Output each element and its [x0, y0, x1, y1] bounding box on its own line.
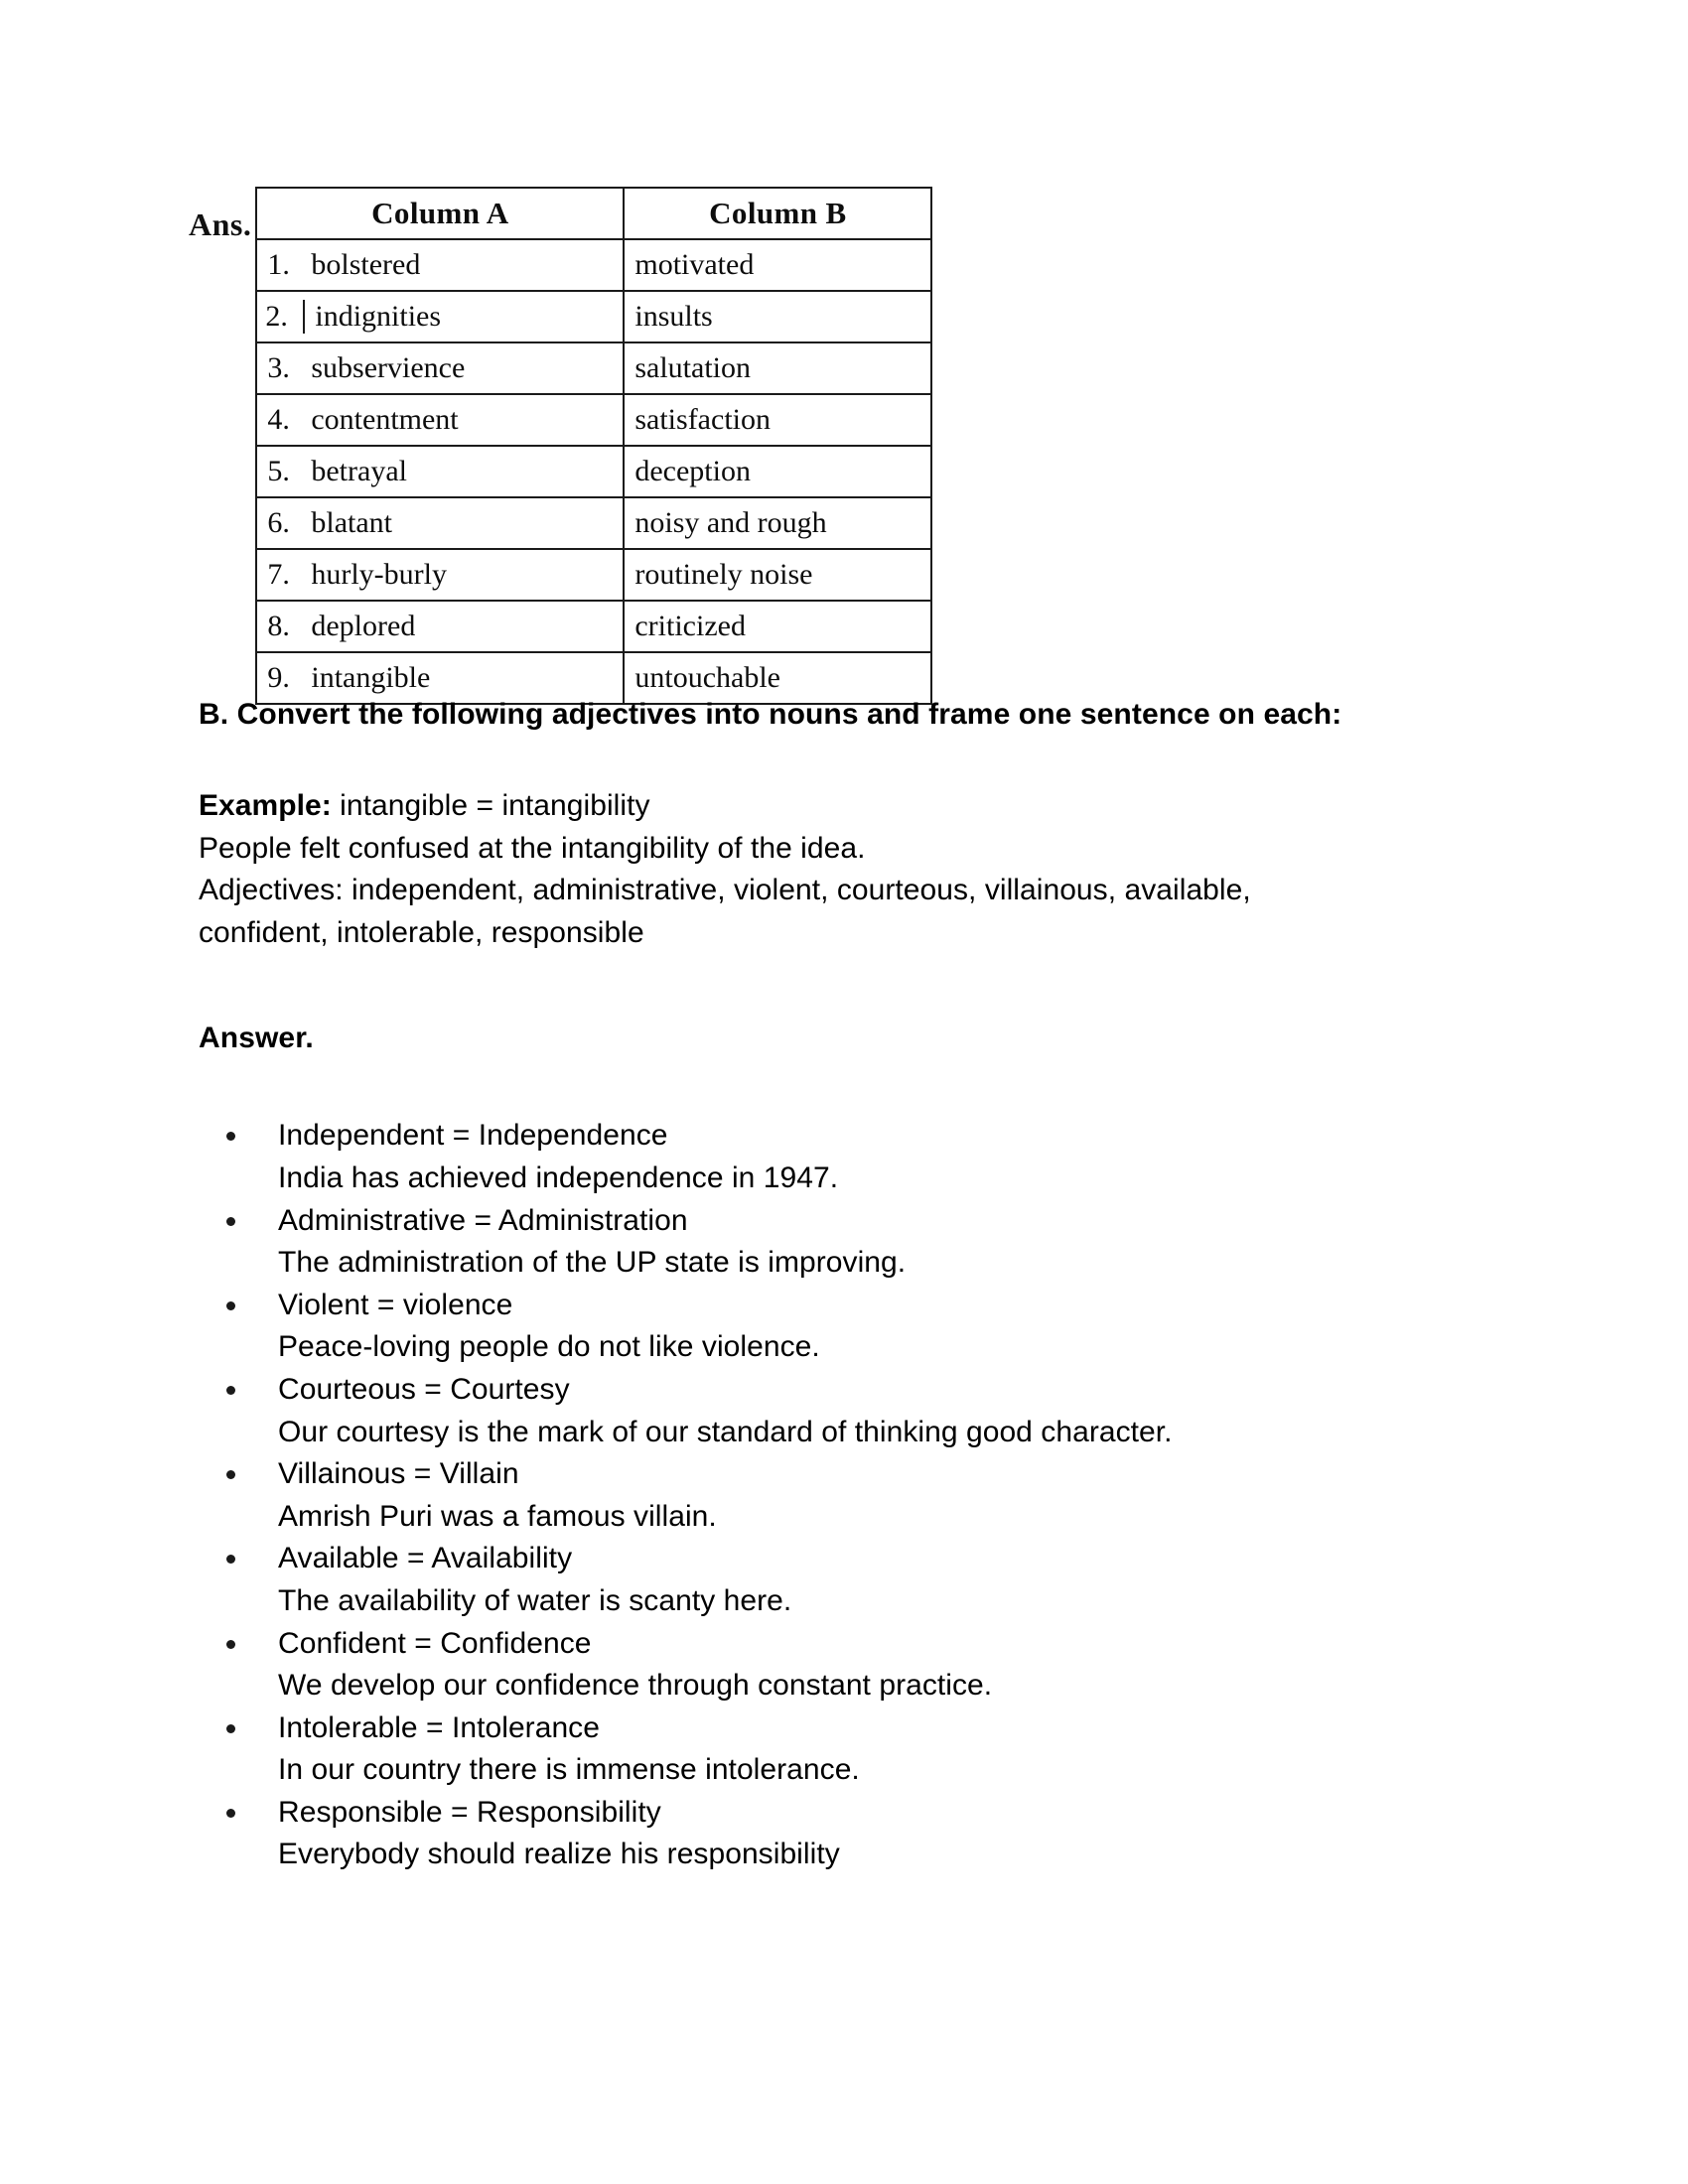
bullet-icon	[226, 1132, 235, 1141]
cell-column-a	[256, 446, 624, 497]
table-row	[256, 291, 931, 342]
row-word-a: blatant	[311, 506, 392, 540]
list-item	[199, 1115, 1519, 1199]
cell-column-a	[256, 342, 624, 394]
list-item	[199, 1453, 1519, 1538]
item-term: Intolerable = Intolerance	[278, 1710, 600, 1744]
table-row	[256, 549, 931, 601]
bullet-icon	[226, 1724, 235, 1733]
cell-column-b: satisfaction	[624, 394, 931, 446]
list-item	[199, 1623, 1519, 1707]
row-number: 3.	[267, 351, 290, 385]
adjectives-line-2: confident, intolerable, responsible	[199, 915, 644, 949]
row-number: 5.	[267, 455, 290, 488]
bullet-icon	[226, 1301, 235, 1310]
cell-column-b: noisy and rough	[624, 497, 931, 549]
list-item	[199, 1707, 1519, 1792]
item-sentence: In our country there is immense intolerance.	[278, 1753, 860, 1787]
row-number: 7.	[267, 558, 290, 592]
item-sentence: Amrish Puri was a famous villain.	[278, 1499, 717, 1533]
cell-column-b: routinely noise	[624, 549, 931, 601]
item-term: Responsible = Responsibility	[278, 1795, 661, 1829]
example-sentence: People felt confused at the intangibility of the idea.	[199, 831, 866, 865]
row-word-a: indignities	[315, 300, 442, 334]
row-word-a: subservience	[311, 351, 466, 385]
item-term: Villainous = Villain	[278, 1457, 519, 1491]
row-number: 4.	[267, 403, 290, 437]
row-number: 2.	[265, 300, 305, 334]
column-header-b: Column B	[624, 188, 931, 239]
cell-column-a	[256, 239, 624, 291]
item-term: Violent = violence	[278, 1288, 513, 1321]
example-line	[199, 785, 1519, 828]
bullet-icon	[226, 1386, 235, 1395]
item-term: Independent = Independence	[278, 1119, 668, 1153]
row-word-a: intangible	[311, 661, 431, 695]
item-sentence: Our courtesy is the mark of our standard of thinking good character.	[278, 1415, 1173, 1448]
cell-column-a	[256, 549, 624, 601]
table-row	[256, 601, 931, 652]
table-row	[256, 497, 931, 549]
item-sentence: The availability of water is scanty here.	[278, 1583, 792, 1617]
cell-column-a	[256, 497, 624, 549]
item-sentence: Everybody should realize his responsibility	[278, 1838, 840, 1871]
table-header-row	[256, 188, 931, 239]
list-item	[199, 1538, 1519, 1622]
cell-column-b: criticized	[624, 601, 931, 652]
row-number: 6.	[267, 506, 290, 540]
row-number: 9.	[267, 661, 290, 695]
item-sentence: Peace-loving people do not like violence.	[278, 1330, 820, 1364]
table-row	[256, 342, 931, 394]
row-number: 1.	[267, 248, 290, 282]
cell-column-b: untouchable	[624, 652, 931, 704]
list-item	[199, 1285, 1519, 1369]
bullet-icon	[226, 1809, 235, 1818]
column-header-a: Column A	[256, 188, 624, 239]
adjectives-line-1: Adjectives: independent, administrative, violent, courteous, villainous, available,	[199, 874, 1251, 907]
answer-table-block	[189, 187, 932, 705]
section-b-heading: B. Convert the following adjectives into nouns and frame one sentence on each:	[199, 698, 1342, 731]
bullet-icon	[226, 1217, 235, 1226]
bullet-icon	[226, 1555, 235, 1564]
cell-column-a	[256, 291, 624, 342]
cell-column-b: deception	[624, 446, 931, 497]
row-word-a: bolstered	[311, 248, 421, 282]
cell-column-b: motivated	[624, 239, 931, 291]
cell-column-a	[256, 601, 624, 652]
item-sentence: We develop our confidence through constant practice.	[278, 1669, 993, 1703]
row-word-a: hurly-burly	[311, 558, 447, 592]
table-row	[256, 446, 931, 497]
answer-heading: Answer.	[199, 1022, 314, 1055]
bullet-icon	[226, 1640, 235, 1649]
item-sentence: The administration of the UP state is improving.	[278, 1246, 907, 1280]
item-term: Available = Availability	[278, 1542, 573, 1575]
item-term: Courteous = Courtesy	[278, 1372, 570, 1406]
cell-column-b: salutation	[624, 342, 931, 394]
item-term: Administrative = Administration	[278, 1203, 688, 1237]
answer-list	[199, 1115, 1519, 1876]
column-matching-table	[255, 187, 932, 705]
table-row	[256, 394, 931, 446]
prose-body	[199, 695, 1519, 1876]
table-body	[256, 239, 931, 704]
example-label: Example:	[199, 789, 332, 822]
row-word-a: contentment	[311, 403, 459, 437]
bullet-icon	[226, 1470, 235, 1479]
list-item	[199, 1792, 1519, 1876]
table-header	[256, 188, 931, 239]
table-row	[256, 239, 931, 291]
item-term: Confident = Confidence	[278, 1626, 592, 1660]
ans-label: Ans.	[189, 206, 252, 242]
list-item	[199, 1200, 1519, 1285]
row-number: 8.	[267, 610, 290, 643]
cell-column-b: insults	[624, 291, 931, 342]
item-sentence: India has achieved independence in 1947.	[278, 1160, 839, 1194]
row-word-a: betrayal	[311, 455, 407, 488]
list-item	[199, 1369, 1519, 1453]
example-pair: intangible = intangibility	[331, 789, 650, 822]
cell-column-a	[256, 394, 624, 446]
row-word-a: deplored	[311, 610, 416, 643]
